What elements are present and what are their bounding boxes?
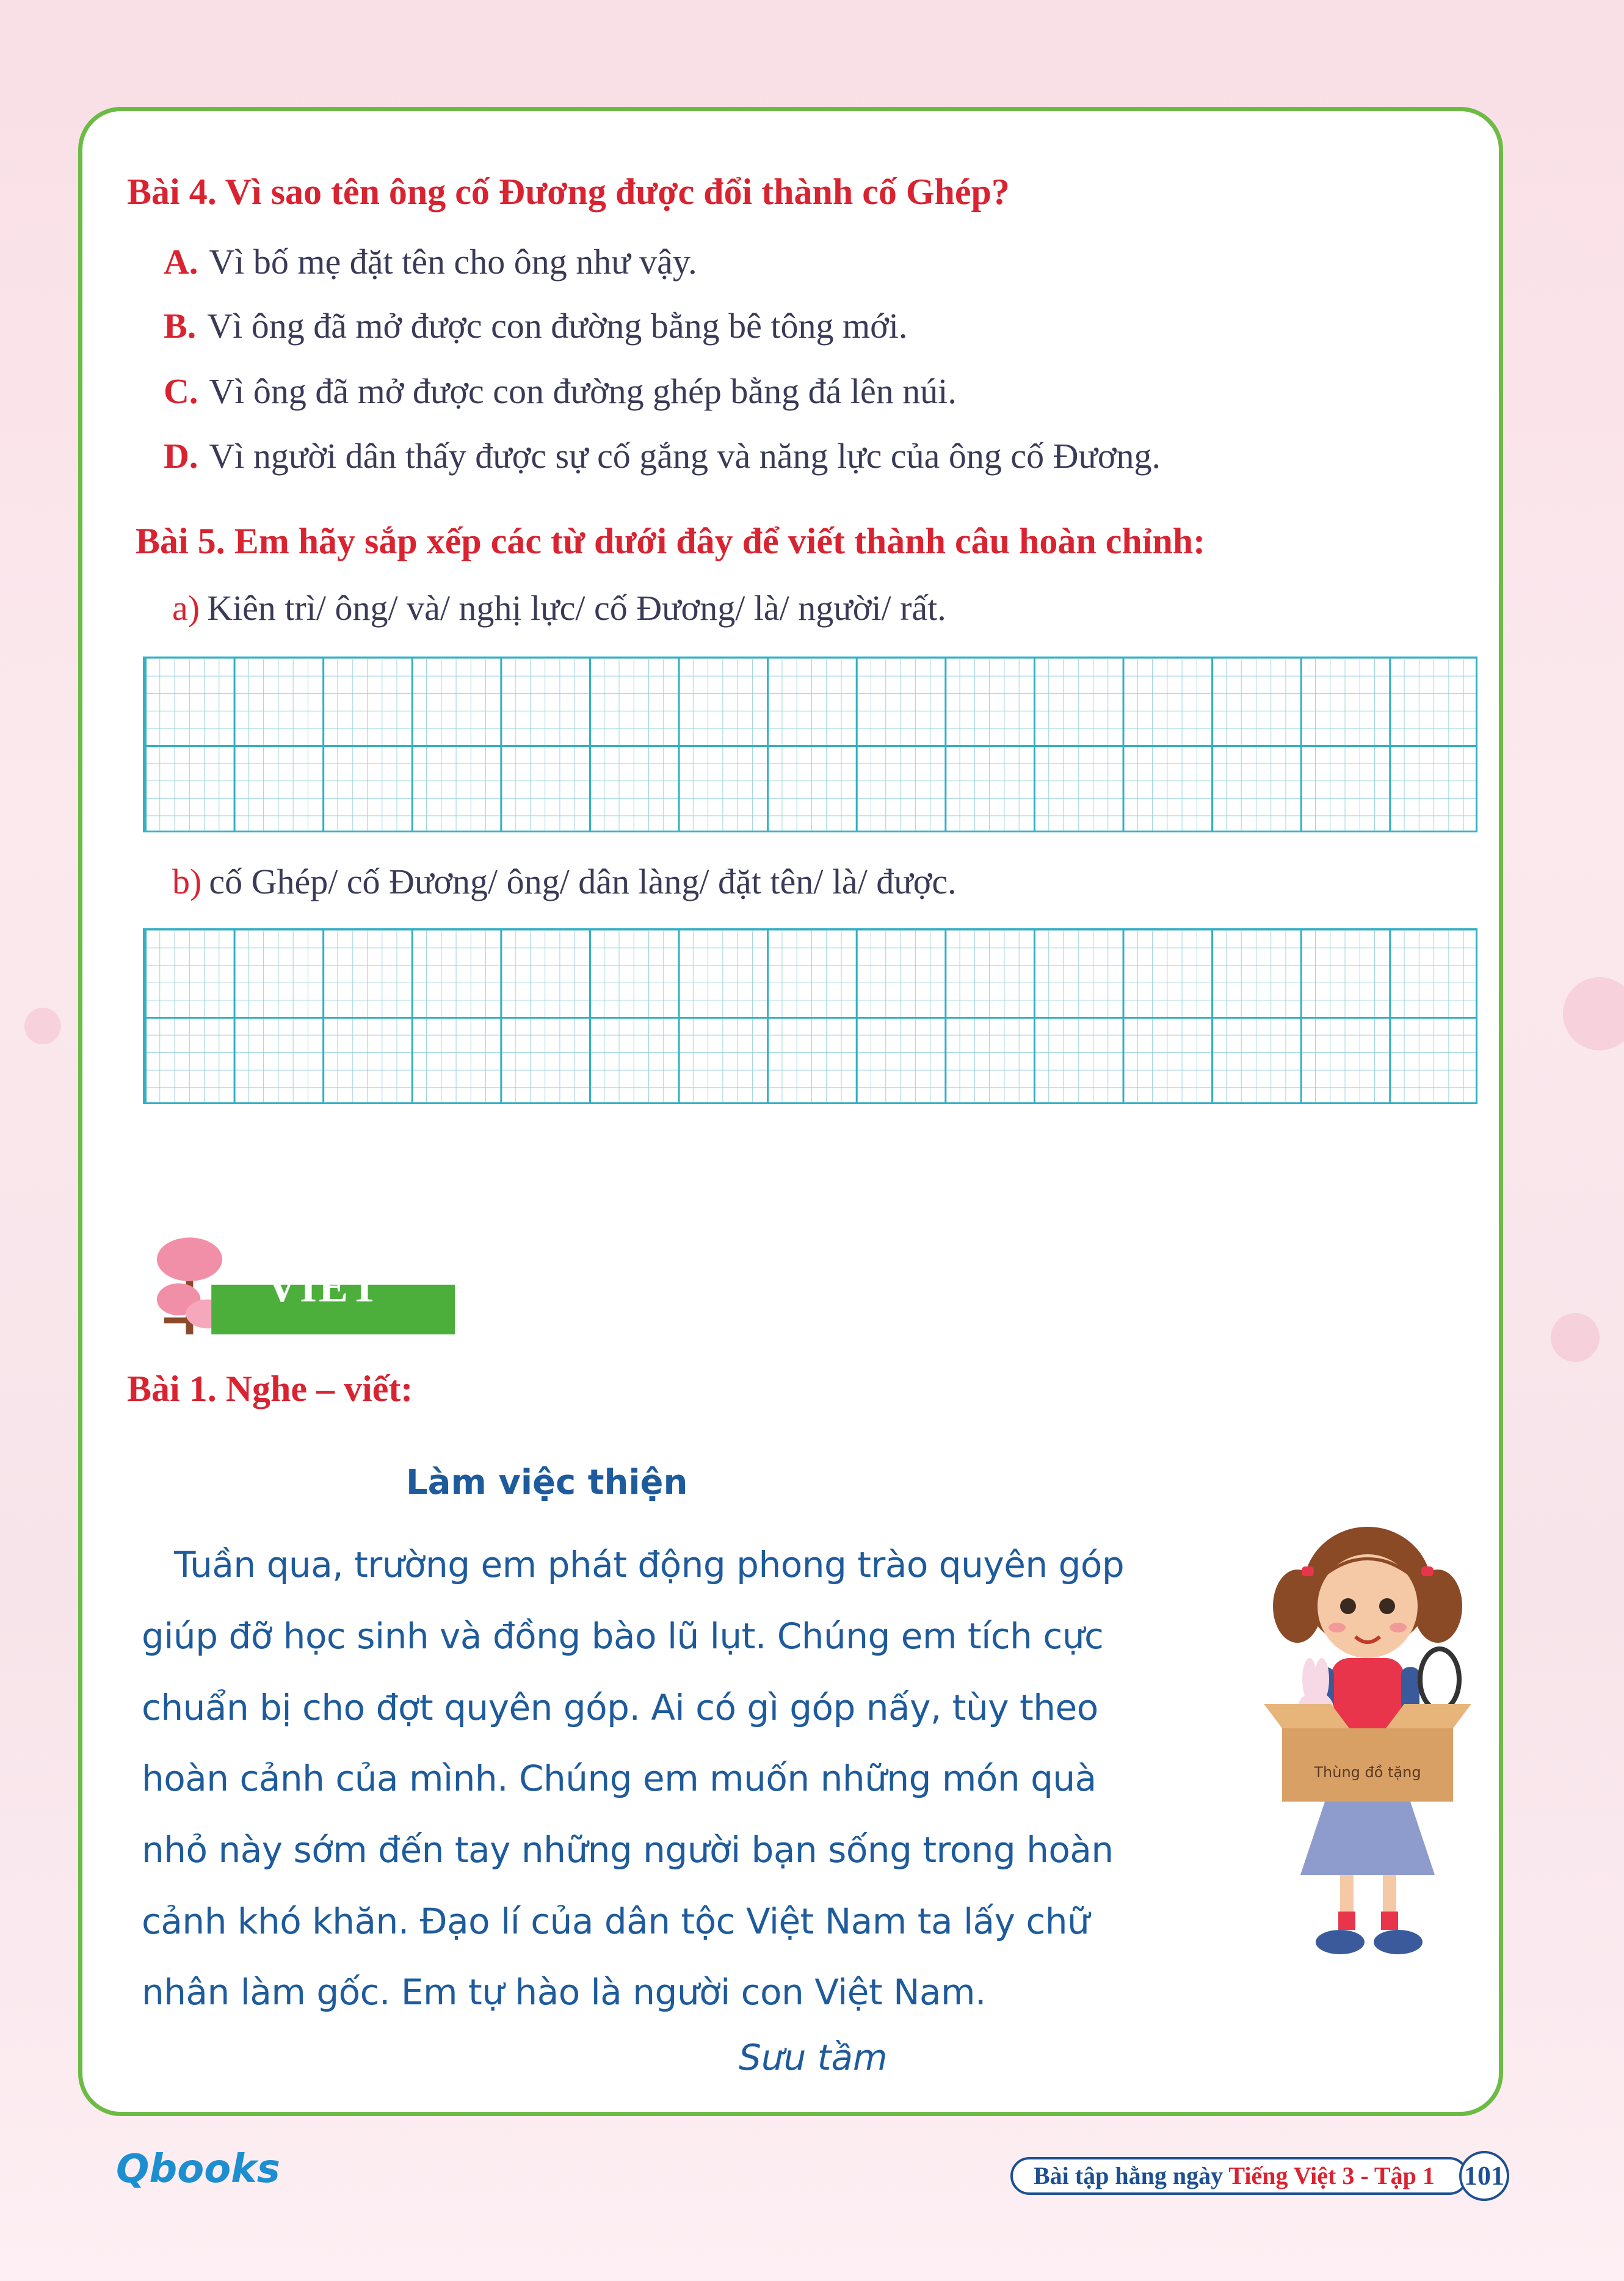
passage-line: cảnh khó khăn. Đạo lí của dân tộc Việt Nam ta lấy chữ — [142, 1901, 1090, 1942]
sub-letter: a) — [172, 588, 200, 628]
bai4-option-a[interactable] — [164, 241, 697, 282]
passage-source: Sưu tầm — [739, 2037, 888, 2078]
bg-decoration — [24, 1008, 61, 1044]
girl-illustration — [1258, 1515, 1477, 1979]
sub-text: Kiên trì/ ông/ và/ nghị lực/ cố Đương/ là/ người/ rất. — [207, 588, 946, 628]
sub-text: cố Ghép/ cố Đương/ ông/ dân làng/ đặt tên/ là/ được. — [209, 862, 957, 901]
book-prefix: Bài tập hằng ngày — [1034, 2162, 1223, 2189]
book-title-pill — [1010, 2157, 1468, 2195]
bg-decoration — [1551, 1313, 1600, 1362]
sub-letter: b) — [172, 862, 202, 901]
bai4-title: Bài 4. Vì sao tên ông cố Đương được đổi thành cố Ghép? — [127, 172, 1010, 212]
option-text: Vì bố mẹ đặt tên cho ông như vậy. — [209, 242, 697, 282]
bai4-option-b[interactable] — [164, 305, 907, 346]
passage-line: hoàn cảnh của mình. Chúng em muốn những món quà — [142, 1758, 1097, 1799]
option-text: Vì người dân thấy được sự cố gắng và năng lực của ông cố Đương. — [209, 436, 1161, 476]
page-number: 101 — [1459, 2151, 1509, 2201]
bg-decoration — [1563, 977, 1624, 1050]
writing-grid-a[interactable] — [143, 657, 1477, 832]
option-letter: D. — [164, 436, 198, 476]
bai4-option-c[interactable] — [164, 371, 957, 412]
option-letter: A. — [164, 242, 198, 282]
option-letter: C. — [164, 371, 198, 411]
viet-label: VIẾT — [266, 1262, 382, 1311]
passage-title: Làm việc thiện — [406, 1463, 688, 1502]
passage-line: chuẩn bị cho đợt quyên góp. Ai có gì góp nấy, tùy theo — [142, 1687, 1098, 1728]
passage-line: Tuần qua, trường em phát động phong trào quyên góp — [174, 1544, 1125, 1585]
bai4-option-d[interactable] — [164, 435, 1161, 476]
option-letter: B. — [164, 306, 197, 346]
qbooks-logo: Qbooks — [116, 2147, 280, 2192]
passage-line: nhỏ này sớm đến tay những người bạn sống trong hoàn — [142, 1829, 1114, 1871]
passage-line: nhân làm gốc. Em tự hào là người con Việt Nam. — [142, 1971, 986, 2013]
bai5-prompt-a — [172, 588, 946, 628]
writing-grid-b[interactable] — [143, 928, 1477, 1104]
option-text: Vì ông đã mở được con đường ghép bằng đá lên núi. — [209, 371, 957, 411]
box-label: Thùng đồ tặng — [1314, 1764, 1421, 1781]
option-text: Vì ông đã mở được con đường bằng bê tông mới. — [207, 306, 908, 346]
bai1-title: Bài 1. Nghe – viết: — [127, 1369, 413, 1409]
passage-line: giúp đỡ học sinh và đồng bào lũ lụt. Chúng em tích cực — [142, 1615, 1104, 1657]
book-title: Tiếng Việt 3 - Tập 1 — [1228, 2162, 1435, 2189]
bai5-title: Bài 5. Em hãy sắp xếp các từ dưới đây để viết thành câu hoàn chỉnh: — [136, 521, 1206, 561]
bai5-prompt-b — [172, 861, 957, 902]
